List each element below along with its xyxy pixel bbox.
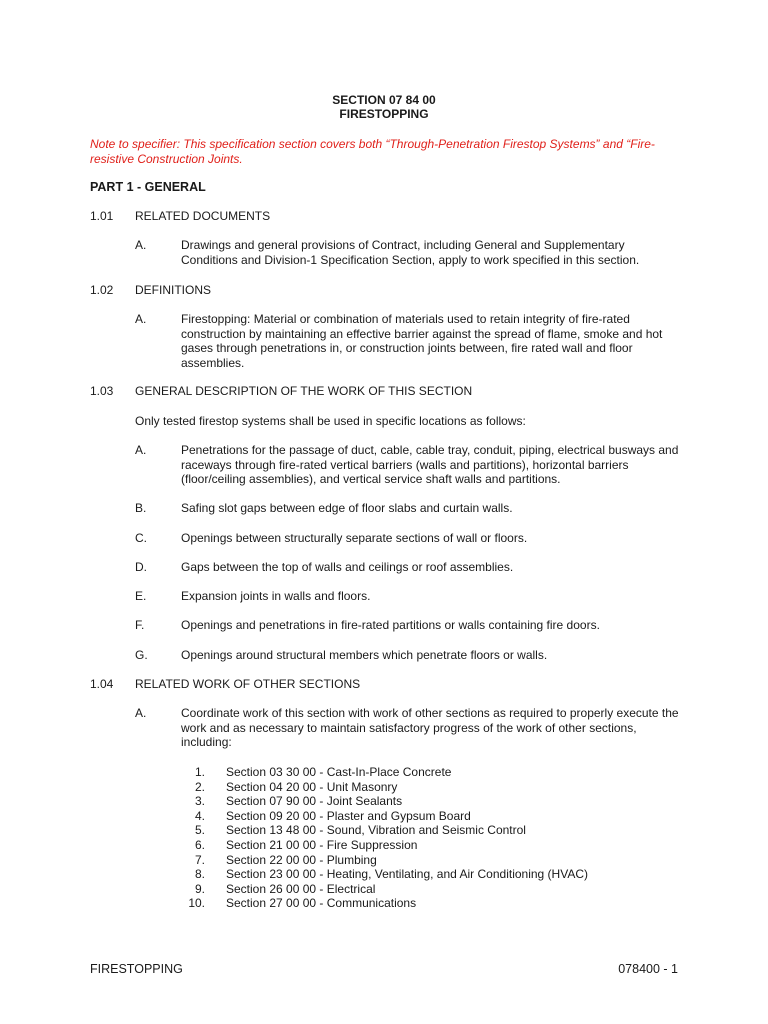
list-item-number: 10. [188,896,205,911]
paragraph-letter: A. [135,443,147,457]
related-sections-list [181,765,681,911]
list-item-text: Section 21 00 00 - Fire Suppression [226,837,418,852]
article-number: 1.02 [90,283,114,297]
part-heading: PART 1 - GENERAL [90,180,206,194]
list-item-text: Section 23 00 00 - Heating, Ventilating, and Air Conditioning (HVAC) [226,867,588,882]
paragraph-text: Openings between structurally separate sections of wall or floors. [181,531,528,545]
list-item [181,765,681,780]
paragraph-letter: A. [135,312,147,326]
list-item [181,823,681,838]
list-item-number: 4. [194,808,205,823]
paragraph-letter: D. [135,560,147,574]
list-item [181,896,681,911]
list-item [181,838,681,853]
paragraph-letter: G. [135,648,148,662]
list-item [181,809,681,824]
paragraph-text: Coordinate work of this section with work of other sections as required to properly execute the work and as necessary to maintain satisfactory progress of the work of other sections, including: [181,706,679,749]
list-item-text: Section 22 00 00 - Plumbing [226,852,377,867]
paragraph-text: Openings around structural members which penetrate floors or walls. [181,648,548,662]
list-item-number: 3. [194,794,205,809]
list-item-text: Section 09 20 00 - Plaster and Gypsum Board [226,808,471,823]
paragraph-letter: A. [135,238,147,252]
list-item [181,853,681,868]
paragraph-text: Drawings and general provisions of Contract, including General and Supplementary Conditions and Division-1 Specification Section, apply to work specified in this section. [181,238,640,267]
article-number: 1.03 [90,384,114,398]
article-title: RELATED DOCUMENTS [135,209,271,223]
page-title: FIRESTOPPING [339,107,429,121]
list-item [181,794,681,809]
paragraph-text: Gaps between the top of walls and ceilings or roof assemblies. [181,560,514,574]
specifier-note: Note to specifier: This specification section covers both “Through-Penetration Firestop Systems” and “Fire-resistive Construction Joints. [90,137,655,166]
footer-title: FIRESTOPPING [90,962,183,976]
paragraph-letter: F. [135,618,145,632]
list-item-number: 8. [194,867,205,882]
article-title: GENERAL DESCRIPTION OF THE WORK OF THIS SECTION [135,384,473,398]
list-item-number: 6. [194,837,205,852]
article-number: 1.01 [90,209,114,223]
list-item [181,780,681,795]
list-item [181,867,681,882]
paragraph-text: Safing slot gaps between edge of floor slabs and curtain walls. [181,501,513,515]
list-item-number: 5. [194,823,205,838]
list-item-number: 7. [194,852,205,867]
paragraph-letter: E. [135,589,147,603]
section-number: SECTION 07 84 00 [332,93,436,107]
paragraph-text: Penetrations for the passage of duct, cable, cable tray, conduit, piping, electrical busways and raceways through fire-rated vertical barriers (walls and partitions), horizontal barriers (floor/ceiling assemblies), and vertical service shaft walls and partitions. [181,443,679,486]
article-number: 1.04 [90,677,114,691]
footer-page-number: 078400 - 1 [618,962,678,976]
paragraph-text: Firestopping: Material or combination of materials used to retain integrity of fire-rated construction by maintaining an effective barrier against the spread of flame, smoke and hot gases through penetrations in, or construction joints between, fire rated wall and floor assemblies. [181,312,663,370]
list-item-text: Section 27 00 00 - Communications [226,896,417,911]
list-item-number: 2. [194,779,205,794]
paragraph-letter: B. [135,501,147,515]
paragraph-text: Expansion joints in walls and floors. [181,589,371,603]
paragraph-text: Openings and penetrations in fire-rated partitions or walls containing fire doors. [181,618,600,632]
list-item-number: 9. [194,881,205,896]
list-item-number: 1. [194,765,205,779]
list-item-text: Section 07 90 00 - Joint Sealants [226,794,403,809]
article-title: RELATED WORK OF OTHER SECTIONS [135,677,361,691]
paragraph-letter: C. [135,531,147,545]
list-item [181,882,681,897]
list-item-text: Section 26 00 00 - Electrical [226,881,376,896]
article-title: DEFINITIONS [135,283,212,297]
list-item-text: Section 03 30 00 - Cast-In-Place Concrete [226,765,452,779]
intro-text: Only tested firestop systems shall be used in specific locations as follows: [135,414,526,428]
list-item-text: Section 13 48 00 - Sound, Vibration and Seismic Control [226,823,526,838]
list-item-text: Section 04 20 00 - Unit Masonry [226,779,398,794]
paragraph-letter: A. [135,706,147,720]
